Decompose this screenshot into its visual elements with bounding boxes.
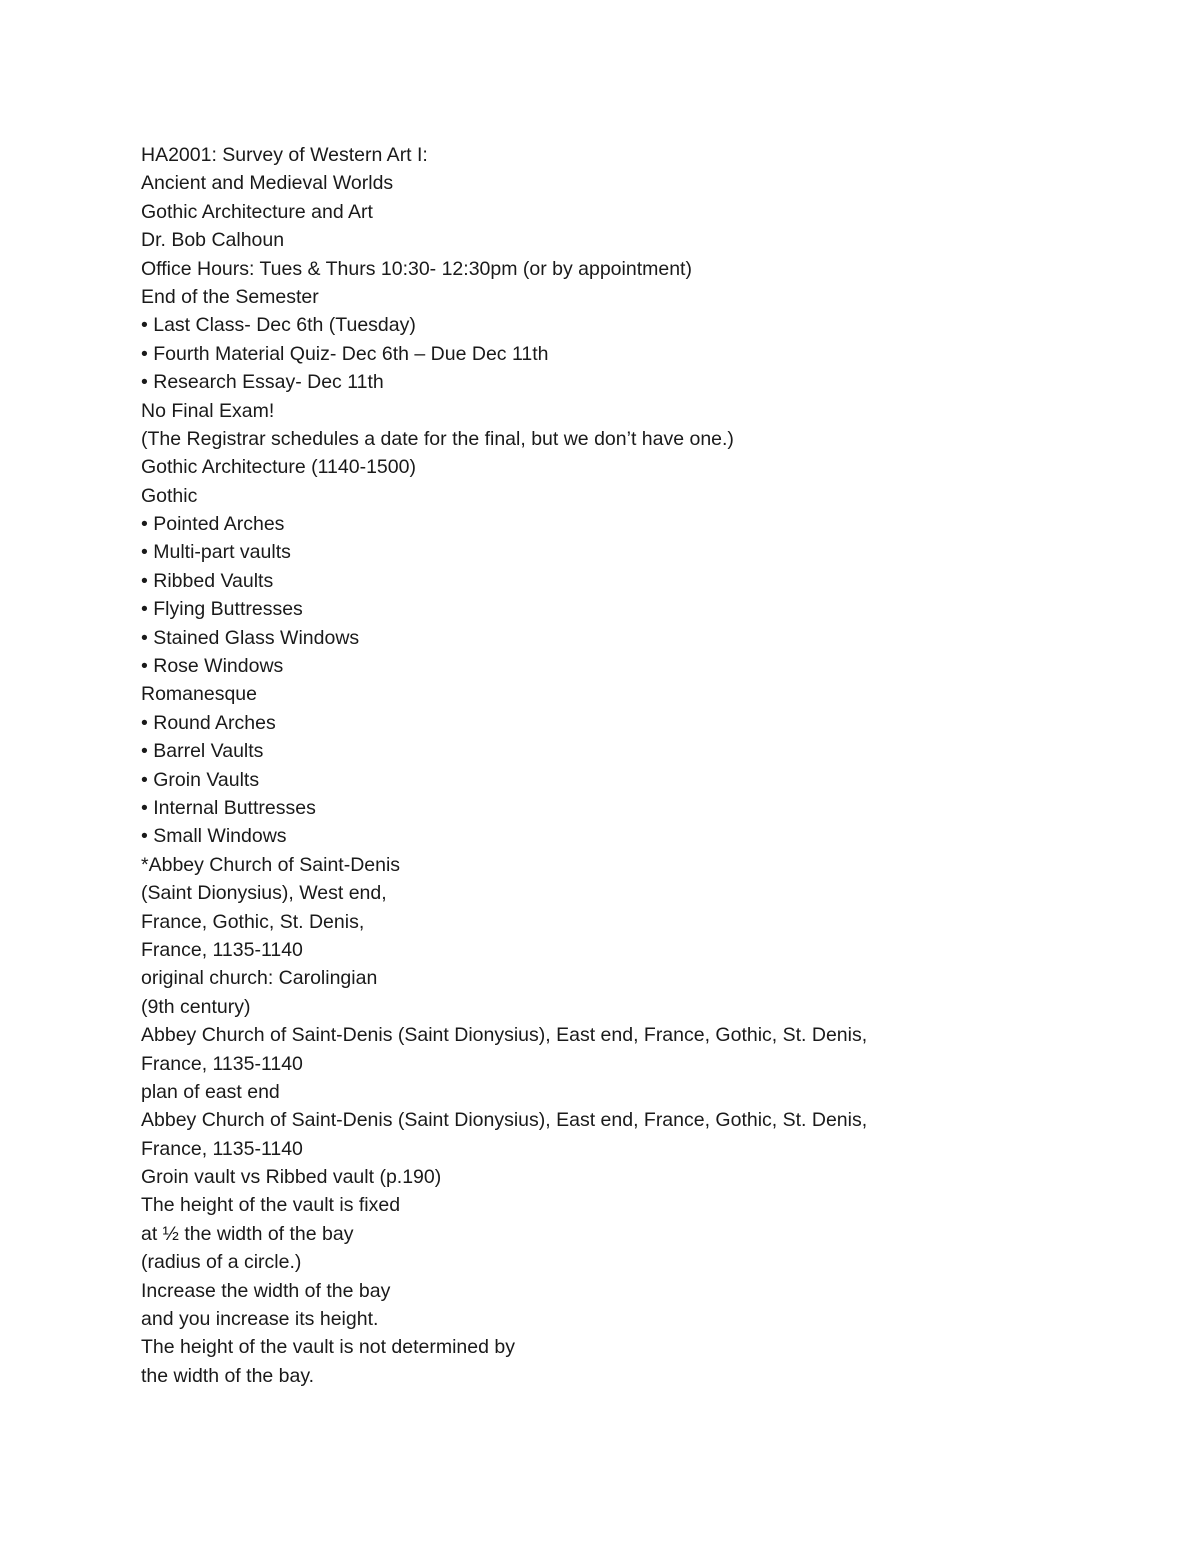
text-line: Abbey Church of Saint-Denis (Saint Dionysius), East end, France, Gothic, St. Denis, (141, 1024, 868, 1047)
course-subtitle-line: Ancient and Medieval Worlds (141, 172, 394, 195)
text-line: (Saint Dionysius), West end, (141, 882, 387, 905)
text-line: *Abbey Church of Saint-Denis (141, 853, 401, 876)
text-line: and you increase its height. (141, 1308, 379, 1331)
text-line: at ½ the width of the bay (141, 1222, 354, 1245)
bullet-item: • Stained Glass Windows (141, 626, 360, 649)
bullet-item: • Last Class- Dec 6th (Tuesday) (141, 314, 416, 337)
text-line: France, 1135-1140 (141, 1137, 303, 1160)
document-page (141, 141, 1101, 1390)
section-heading-end-of-semester: End of the Semester (141, 285, 319, 308)
text-line: (9th century) (141, 995, 251, 1018)
bullet-item: • Fourth Material Quiz- Dec 6th – Due Dec 11th (141, 342, 549, 365)
text-line: Increase the width of the bay (141, 1279, 391, 1302)
bullet-item: • Barrel Vaults (141, 740, 264, 763)
text-line: plan of east end (141, 1080, 280, 1103)
subheading-romanesque: Romanesque (141, 683, 257, 706)
lecture-title-line: Gothic Architecture and Art (141, 200, 373, 223)
bullet-item: • Flying Buttresses (141, 598, 303, 621)
text-line: France, Gothic, St. Denis, (141, 910, 365, 933)
text-line: (radius of a circle.) (141, 1251, 302, 1274)
text-line: France, 1135-1140 (141, 1052, 303, 1075)
text-line: The height of the vault is not determined by (141, 1336, 515, 1359)
text-line: original church: Carolingian (141, 967, 378, 990)
course-title-line: HA2001: Survey of Western Art I: (141, 144, 428, 166)
no-final-exam-line: No Final Exam! (141, 399, 275, 422)
bullet-item: • Internal Buttresses (141, 796, 316, 819)
registrar-note-line: (The Registrar schedules a date for the final, but we don’t have one.) (141, 427, 734, 450)
bullet-item: • Round Arches (141, 711, 276, 734)
bullet-item: • Research Essay- Dec 11th (141, 371, 384, 394)
instructor-line: Dr. Bob Calhoun (141, 229, 285, 252)
text-line: Abbey Church of Saint-Denis (Saint Dionysius), East end, France, Gothic, St. Denis, (141, 1109, 868, 1132)
section-heading-gothic-architecture: Gothic Architecture (1140-1500) (141, 456, 416, 479)
bullet-item: • Small Windows (141, 825, 287, 848)
bullet-item: • Rose Windows (141, 655, 284, 678)
text-line: France, 1135-1140 (141, 938, 303, 961)
office-hours-line: Office Hours: Tues & Thurs 10:30- 12:30pm (or by appointment) (141, 257, 692, 280)
bullet-item: • Ribbed Vaults (141, 569, 274, 592)
text-line: The height of the vault is fixed (141, 1194, 401, 1217)
bullet-item: • Multi-part vaults (141, 541, 291, 564)
text-line: Groin vault vs Ribbed vault (p.190) (141, 1166, 442, 1189)
text-line: the width of the bay. (141, 1364, 315, 1387)
bullet-item: • Groin Vaults (141, 768, 260, 791)
bullet-item: • Pointed Arches (141, 513, 285, 536)
subheading-gothic: Gothic (141, 484, 198, 507)
